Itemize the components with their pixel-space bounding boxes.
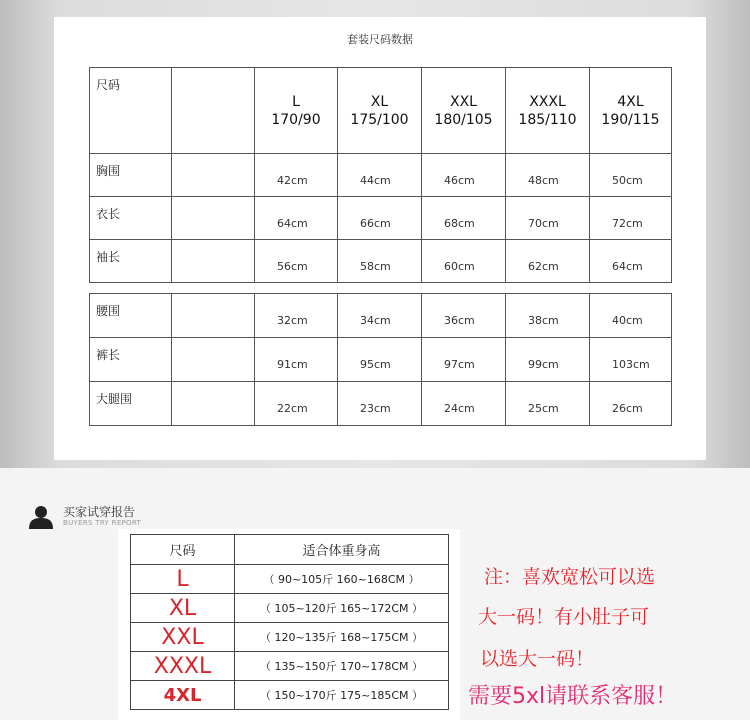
blank-cell xyxy=(172,382,255,426)
value-cell: 70cm xyxy=(506,197,590,240)
fit-range: （ 120~135斤 168~175CM ） xyxy=(235,623,449,652)
fit-table xyxy=(130,534,449,710)
size-header-4xl: 4XL 190/115 xyxy=(590,68,672,154)
fit-header-row xyxy=(131,535,449,565)
fit-row xyxy=(131,623,449,652)
fit-row xyxy=(131,652,449,681)
blank-cell xyxy=(172,294,255,338)
value-cell: 91cm xyxy=(255,338,338,382)
fit-row xyxy=(131,565,449,594)
value-cell: 103cm xyxy=(590,338,672,382)
value-cell: 26cm xyxy=(590,382,672,426)
fit-row xyxy=(131,681,449,710)
value-cell: 66cm xyxy=(338,197,422,240)
fit-size: 4XL xyxy=(131,681,235,710)
note-line-4: 需要5xl请联系客服！ xyxy=(468,684,678,709)
value-cell: 32cm xyxy=(255,294,338,338)
table-row xyxy=(90,240,672,283)
size-header-xxl: XXL 180/105 xyxy=(422,68,506,154)
value-cell: 44cm xyxy=(338,154,422,197)
value-cell: 25cm xyxy=(506,382,590,426)
note-line-3: 以选大一码！ xyxy=(480,648,595,670)
card-title: 套装尺码数据 xyxy=(347,33,413,46)
table-row xyxy=(90,294,672,338)
value-cell: 95cm xyxy=(338,338,422,382)
fit-size: XL xyxy=(131,594,235,623)
value-cell: 99cm xyxy=(506,338,590,382)
buyer-report-title: 买家试穿报告 xyxy=(63,505,136,519)
row-label: 胸围 xyxy=(90,154,172,197)
table-row xyxy=(90,154,672,197)
value-cell: 97cm xyxy=(422,338,506,382)
note-line-2: 大一码！有小肚子可 xyxy=(478,606,650,628)
value-cell: 56cm xyxy=(255,240,338,283)
blank-cell xyxy=(172,240,255,283)
size-header-row xyxy=(90,68,672,154)
value-cell: 36cm xyxy=(422,294,506,338)
value-cell: 42cm xyxy=(255,154,338,197)
value-cell: 38cm xyxy=(506,294,590,338)
fit-panel xyxy=(118,529,460,720)
header-label: 尺码 xyxy=(90,68,172,154)
fit-size: XXXL xyxy=(131,652,235,681)
fit-range: （ 90~105斤 160~168CM ） xyxy=(235,565,449,594)
value-cell: 62cm xyxy=(506,240,590,283)
blank-cell xyxy=(172,197,255,240)
table-gap xyxy=(90,283,672,294)
value-cell: 23cm xyxy=(338,382,422,426)
table-row xyxy=(90,197,672,240)
size-table xyxy=(89,67,672,426)
value-cell: 64cm xyxy=(590,240,672,283)
fit-row xyxy=(131,594,449,623)
value-cell: 34cm xyxy=(338,294,422,338)
row-label: 大腿围 xyxy=(90,382,172,426)
size-data-card xyxy=(54,17,706,460)
fit-col-range: 适合体重身高 xyxy=(235,535,449,565)
value-cell: 40cm xyxy=(590,294,672,338)
value-cell: 60cm xyxy=(422,240,506,283)
note-line-1: 注：喜欢宽松可以选 xyxy=(484,566,656,588)
row-label: 裤长 xyxy=(90,338,172,382)
value-cell: 64cm xyxy=(255,197,338,240)
size-header-l: L 170/90 xyxy=(255,68,338,154)
blank-cell xyxy=(172,154,255,197)
value-cell: 72cm xyxy=(590,197,672,240)
fit-range: （ 135~150斤 170~178CM ） xyxy=(235,652,449,681)
value-cell: 58cm xyxy=(338,240,422,283)
table-row xyxy=(90,382,672,426)
value-cell: 22cm xyxy=(255,382,338,426)
value-cell: 24cm xyxy=(422,382,506,426)
value-cell: 68cm xyxy=(422,197,506,240)
fit-size: L xyxy=(131,565,235,594)
person-silhouette-icon xyxy=(28,505,54,529)
fit-col-size: 尺码 xyxy=(131,535,235,565)
size-header-xxxl: XXXL 185/110 xyxy=(506,68,590,154)
blank-cell xyxy=(172,338,255,382)
blank-cell xyxy=(172,68,255,154)
size-header-xl: XL 175/100 xyxy=(338,68,422,154)
buyer-report-subtitle: BUYERS TRY REPORT xyxy=(63,519,142,527)
table-row xyxy=(90,338,672,382)
fit-size: XXL xyxy=(131,623,235,652)
fit-range: （ 150~170斤 175~185CM ） xyxy=(235,681,449,710)
row-label: 袖长 xyxy=(90,240,172,283)
value-cell: 50cm xyxy=(590,154,672,197)
fit-range: （ 105~120斤 165~172CM ） xyxy=(235,594,449,623)
row-label: 腰围 xyxy=(90,294,172,338)
value-cell: 46cm xyxy=(422,154,506,197)
row-label: 衣长 xyxy=(90,197,172,240)
value-cell: 48cm xyxy=(506,154,590,197)
